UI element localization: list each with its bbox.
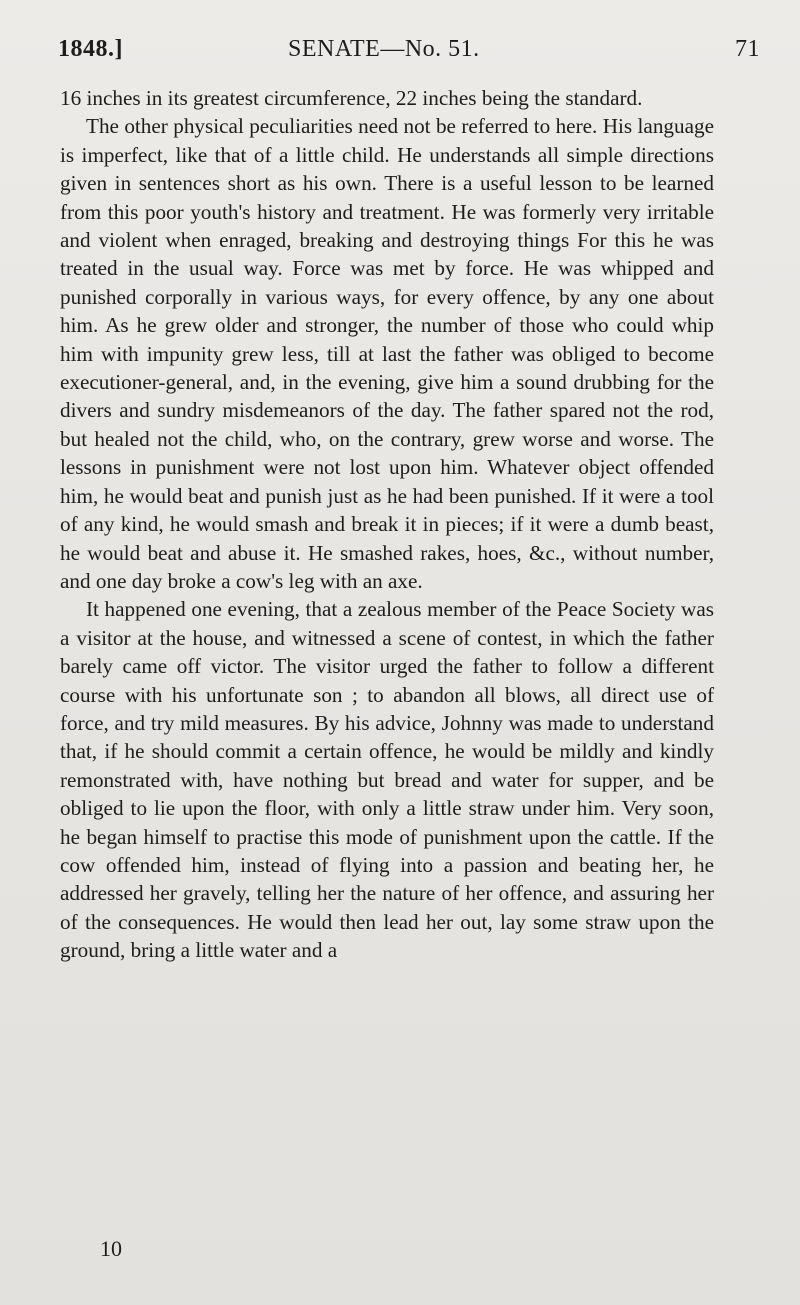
body-text <box>60 84 714 965</box>
running-head <box>58 36 764 70</box>
paragraph-2: The other physical peculiarities need not be referred to here. His language is imperfect, like that of a little child. He understands all simple directions given in sentences short as his own. There is a useful lesson to be learned from this poor youth's history and treatment. He was formerly very irritable and violent when enraged, breaking and destroying things For this he was treated in the usual way. Force was met by force. He was whipped and punished corporally in various ways, for every offence, by any one about him. As he grew older and stronger, the number of those who could whip him with impunity grew less, till at last the father was obliged to become executioner-general, and, in the evening, give him a sound drubbing for the divers and sundry misdemeanors of the day. The father spared not the rod, but healed not the child, who, on the contrary, grew worse and worse. The lessons in punishment were not lost upon him. Whatever object offended him, he would beat and punish just as he had been punished. If it were a tool of any kind, he would smash and break it in pieces; if it were a dumb beast, he would beat and abuse it. He smashed rakes, hoes, &c., without number, and one day broke a cow's leg with an axe. <box>60 114 714 593</box>
signature-mark: 10 <box>100 1236 122 1261</box>
paragraph-3: It happened one evening, that a zealous member of the Peace Society was a visitor at the house, and witnessed a scene of contest, in which the father barely came off victor. The visitor urged the father to follow a different course with his unfortunate son ; to abandon all blows, all direct use of force, and try mild measures. By his advice, Johnny was made to understand that, if he should commit a certain offence, he would be mildly and kindly remonstrated with, have nothing but bread and water for supper, and be obliged to lie upon the floor, with only a little straw under him. Very soon, he began himself to practise this mode of punishment upon the cattle. If the cow offended him, instead of flying into a passion and beating her, he addressed her gravely, telling her the nature of her offence, and assuring her of the consequences. He would then lead her out, lay some straw upon the ground, bring a little water and a <box>60 597 714 963</box>
header-title: SENATE—No. 51. <box>288 36 480 62</box>
paragraph-1: 16 inches in its greatest circumference, 22 inches being the standard. <box>60 86 643 110</box>
page-number: 71 <box>735 36 760 62</box>
header-year: 1848.] <box>58 36 123 62</box>
